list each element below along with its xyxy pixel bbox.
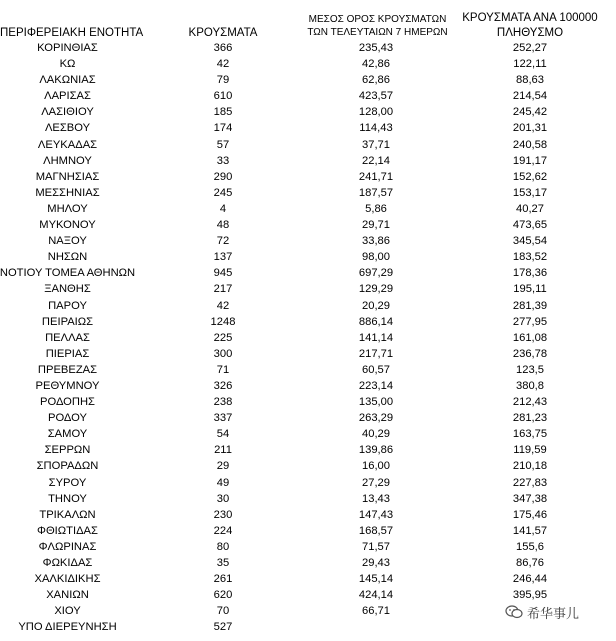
cell-per: 240,58 <box>512 138 548 151</box>
cell-avg: 33,86 <box>362 235 390 248</box>
cell-region: ΦΩΚΙΔΑΣ <box>42 557 93 569</box>
wechat-logo-icon <box>505 605 523 619</box>
cell-per: 395,95 <box>512 589 548 602</box>
cell-cases: 326 <box>213 379 233 392</box>
cell-avg: 241,71 <box>358 170 394 183</box>
cell-avg: 20,29 <box>362 299 390 312</box>
table-row <box>0 314 616 330</box>
cell-cases: 42 <box>216 58 230 71</box>
cell-per: 178,36 <box>512 267 548 280</box>
cell-avg: 423,57 <box>358 90 394 103</box>
cell-region: ΡΕΘΥΜΝΟΥ <box>35 379 100 392</box>
cell-avg: 886,14 <box>358 315 394 328</box>
cell-region: ΠΕΙΡΑΙΩΣ <box>41 315 94 328</box>
cell-cases: 224 <box>213 524 233 537</box>
cell-cases: 54 <box>216 428 230 441</box>
cell-per: 246,44 <box>512 573 548 586</box>
table-row <box>0 394 616 410</box>
cell-per: 245,42 <box>512 106 548 119</box>
table-row <box>0 362 616 378</box>
table-row <box>0 346 616 362</box>
cell-cases: 620 <box>213 589 233 602</box>
cell-region: ΡΟΔΟΠΗΣ <box>40 396 95 409</box>
cell-region: ΤΡΙΚΑΛΩΝ <box>39 508 96 521</box>
table-row <box>0 265 616 281</box>
cell-avg: 145,14 <box>358 573 394 586</box>
header-cases: ΚΡΟΥΣΜΑΤΑ <box>188 27 258 39</box>
cell-avg: 29,71 <box>362 219 390 232</box>
cell-cases: 30 <box>216 492 230 505</box>
cell-cases: 261 <box>213 573 233 586</box>
cell-cases: 217 <box>213 283 233 296</box>
cell-avg: 66,71 <box>362 605 390 618</box>
table-row <box>0 185 616 201</box>
cell-avg: 29,43 <box>362 557 390 569</box>
watermark-text: 希华事儿 <box>527 605 580 621</box>
cell-avg: 27,29 <box>362 476 390 489</box>
cell-per: 277,95 <box>512 315 548 328</box>
header-per-line-1: ΚΡΟΥΣΜΑΤΑ ΑΝΑ 100000 <box>462 12 598 24</box>
cell-region: ΚΩ <box>59 58 76 71</box>
table-row <box>0 56 616 72</box>
cell-cases: 79 <box>216 74 230 87</box>
cell-cases: 80 <box>216 540 230 553</box>
cell-cases: 230 <box>213 508 233 521</box>
table-row <box>0 523 616 539</box>
cell-avg: 697,29 <box>358 267 394 280</box>
cell-avg: 22,14 <box>362 154 390 167</box>
cell-per: 473,65 <box>512 219 548 232</box>
cell-per: 155,6 <box>516 540 544 553</box>
cell-per: 88,63 <box>516 74 544 87</box>
table-row <box>0 507 616 523</box>
cell-per: 195,11 <box>513 283 547 296</box>
cell-cases: 49 <box>216 476 230 489</box>
cell-region: ΞΑΝΘΗΣ <box>44 283 91 296</box>
header-cases-per-100000 <box>455 11 605 41</box>
cell-cases: 366 <box>213 42 233 54</box>
table-row <box>0 120 616 136</box>
cell-region: ΣΥΡΟΥ <box>48 476 87 489</box>
cell-cases: 211 <box>214 444 232 457</box>
cell-per: 201,31 <box>512 122 548 135</box>
cell-per: 236,78 <box>512 347 548 360</box>
cell-cases: 300 <box>213 347 233 360</box>
table-row <box>0 475 616 491</box>
cell-per: 210,18 <box>512 460 548 473</box>
cell-avg: 223,14 <box>358 379 394 392</box>
cell-per: 252,27 <box>512 42 548 54</box>
cell-per: 347,38 <box>512 492 548 505</box>
cell-avg: 424,14 <box>358 589 394 602</box>
cell-region: ΤΗΝΟΥ <box>48 492 87 505</box>
cell-cases: 238 <box>213 396 233 409</box>
cell-region: ΥΠΟ ΔΙΕΡΕΥΝΗΣΗ <box>18 621 117 634</box>
cell-region: ΦΛΩΡΙΝΑΣ <box>38 540 97 553</box>
cell-avg: 187,57 <box>358 186 394 199</box>
cell-region: ΛΑΚΩΝΙΑΣ <box>39 74 96 87</box>
cell-avg: 168,57 <box>358 524 394 537</box>
header-region: ΠΕΡΙΦΕΡΕΙΑΚΗ ΕΝΟΤΗΤΑ <box>0 27 144 39</box>
table-row <box>0 137 616 153</box>
cell-region: ΣΕΡΡΩΝ <box>44 444 91 457</box>
cell-cases: 225 <box>213 331 233 344</box>
cell-region: ΡΟΔΟΥ <box>48 412 87 425</box>
table-header <box>0 0 616 40</box>
cell-avg: 60,57 <box>362 363 390 376</box>
cell-avg: 71,57 <box>362 540 390 553</box>
cell-region: ΜΕΣΣΗΝΙΑΣ <box>35 186 100 199</box>
header-avg-line-2: ΤΩΝ ΤΕΛΕΥΤΑΙΩΝ 7 ΗΜΕΡΩΝ <box>307 27 448 38</box>
cell-per: 183,52 <box>512 251 548 264</box>
header-seven-day-average <box>300 13 455 39</box>
table-row <box>0 201 616 217</box>
cell-per: 123,5 <box>516 363 544 376</box>
cell-cases: 71 <box>216 363 230 376</box>
cell-cases: 48 <box>216 219 230 232</box>
cell-region: ΛΕΥΚΑΔΑΣ <box>37 138 98 151</box>
cell-region: ΠΙΕΡΙΑΣ <box>45 347 90 360</box>
table-row <box>0 169 616 185</box>
cell-region: ΝΑΞΟΥ <box>48 235 87 248</box>
cell-region: ΧΙΟΥ <box>54 605 81 618</box>
cell-per: 227,83 <box>512 476 548 489</box>
header-avg-line-1: ΜΕΣΟΣ ΟΡΟΣ ΚΡΟΥΣΜΑΤΩΝ <box>308 14 447 25</box>
cell-per: 281,23 <box>512 412 548 425</box>
cell-per: 122,11 <box>513 58 547 71</box>
cell-avg: 5,86 <box>365 202 387 215</box>
cell-cases: 945 <box>213 267 233 280</box>
table-row <box>0 88 616 104</box>
table-row <box>0 40 616 56</box>
header-per-line-2: ΠΛΗΘΥΣΜΟ <box>496 27 564 39</box>
cell-avg: 141,14 <box>358 331 394 344</box>
cell-avg: 13,43 <box>362 492 390 505</box>
cell-region: ΚΟΡΙΝΘΙΑΣ <box>37 42 98 54</box>
cell-per: 214,54 <box>512 90 548 103</box>
table-row <box>0 378 616 394</box>
cell-avg: 135,00 <box>358 396 394 409</box>
cell-cases: 72 <box>216 235 230 248</box>
cell-region: ΛΑΡΙΣΑΣ <box>44 90 91 103</box>
cell-cases: 337 <box>213 412 233 425</box>
cell-per: 40,27 <box>516 202 544 215</box>
table-row <box>0 491 616 507</box>
cell-region: ΜΥΚΟΝΟΥ <box>39 219 96 232</box>
table-row <box>0 587 616 603</box>
cell-cases: 70 <box>216 605 230 618</box>
cell-per: 119,59 <box>513 444 547 457</box>
cell-region: ΝΗΣΩΝ <box>47 251 88 264</box>
cell-per: 191,17 <box>512 154 548 167</box>
watermark <box>505 602 579 622</box>
table-row <box>0 410 616 426</box>
cell-cases: 4 <box>219 202 227 215</box>
table-body <box>0 40 616 635</box>
table-row <box>0 153 616 169</box>
cell-per: 163,75 <box>512 428 548 441</box>
cell-per: 161,08 <box>512 331 548 344</box>
table-row <box>0 330 616 346</box>
table-row <box>0 249 616 265</box>
cell-cases: 527 <box>213 621 233 634</box>
table-row <box>0 281 616 297</box>
cell-cases: 29 <box>216 460 230 473</box>
cell-cases: 290 <box>213 170 233 183</box>
cell-per: 152,62 <box>512 170 548 183</box>
table-row <box>0 571 616 587</box>
table-row <box>0 72 616 88</box>
cell-per: 153,17 <box>512 186 548 199</box>
cell-region: ΧΑΛΚΙΔΙΚΗΣ <box>34 573 101 586</box>
cell-cases: 35 <box>216 557 230 569</box>
cell-region: ΜΑΓΝΗΣΙΑΣ <box>35 170 100 183</box>
table-row <box>0 104 616 120</box>
cell-region: ΣΑΜΟΥ <box>47 428 88 441</box>
cell-per: 212,43 <box>512 396 548 409</box>
cell-avg: 62,86 <box>362 74 390 87</box>
cell-cases: 245 <box>213 186 233 199</box>
cell-region: ΧΑΝΙΩΝ <box>46 589 89 602</box>
cell-per: 380,8 <box>516 379 544 392</box>
cell-region: ΛΕΣΒΟΥ <box>44 122 91 135</box>
cell-avg: 42,86 <box>362 58 390 71</box>
cell-per: 281,39 <box>512 299 548 312</box>
cell-region: ΝΟΤΙΟΥ ΤΟΜΕΑ ΑΘΗΝΩΝ <box>0 267 136 280</box>
table-row <box>0 217 616 233</box>
cell-per: 175,46 <box>512 508 548 521</box>
cell-cases: 610 <box>213 90 233 103</box>
table-row <box>0 555 616 571</box>
cell-region: ΣΠΟΡΑΔΩΝ <box>36 460 99 473</box>
cell-region: ΠΑΡΟΥ <box>48 299 87 312</box>
cell-avg: 128,00 <box>358 106 394 119</box>
cell-per: 141,57 <box>512 524 548 537</box>
cell-avg: 139,86 <box>358 444 394 457</box>
cell-cases: 137 <box>213 251 233 264</box>
cell-avg: 98,00 <box>362 251 390 264</box>
cell-cases: 33 <box>216 154 230 167</box>
cell-avg: 37,71 <box>362 138 390 151</box>
cell-cases: 185 <box>213 106 233 119</box>
cell-per: 86,76 <box>516 557 544 569</box>
cell-cases: 42 <box>216 299 230 312</box>
cell-avg: 147,43 <box>358 508 394 521</box>
cell-region: ΜΗΛΟΥ <box>47 202 88 215</box>
cell-avg: 129,29 <box>358 283 394 296</box>
cell-avg: 114,43 <box>359 122 393 135</box>
cell-avg: 235,43 <box>358 42 394 54</box>
cell-avg: 16,00 <box>362 460 390 473</box>
table-row <box>0 298 616 314</box>
cell-region: ΦΘΙΩΤΙΔΑΣ <box>37 524 98 537</box>
cell-region: ΛΗΜΝΟΥ <box>43 154 92 167</box>
cell-per: 345,54 <box>512 235 548 248</box>
cell-region: ΛΑΣΙΘΙΟΥ <box>41 106 94 119</box>
cell-avg: 217,71 <box>358 347 394 360</box>
cell-cases: 174 <box>213 122 233 135</box>
table-row <box>0 426 616 442</box>
cell-cases: 57 <box>216 138 230 151</box>
cell-cases: 1248 <box>210 315 236 328</box>
cell-region: ΠΡΕΒΕΖΑΣ <box>37 363 98 376</box>
table-row <box>0 539 616 555</box>
table-row <box>0 233 616 249</box>
table-row <box>0 458 616 474</box>
cell-avg: 40,29 <box>362 428 390 441</box>
cell-region: ΠΕΛΛΑΣ <box>45 331 90 344</box>
cell-avg: 263,29 <box>358 412 394 425</box>
table-row <box>0 442 616 458</box>
